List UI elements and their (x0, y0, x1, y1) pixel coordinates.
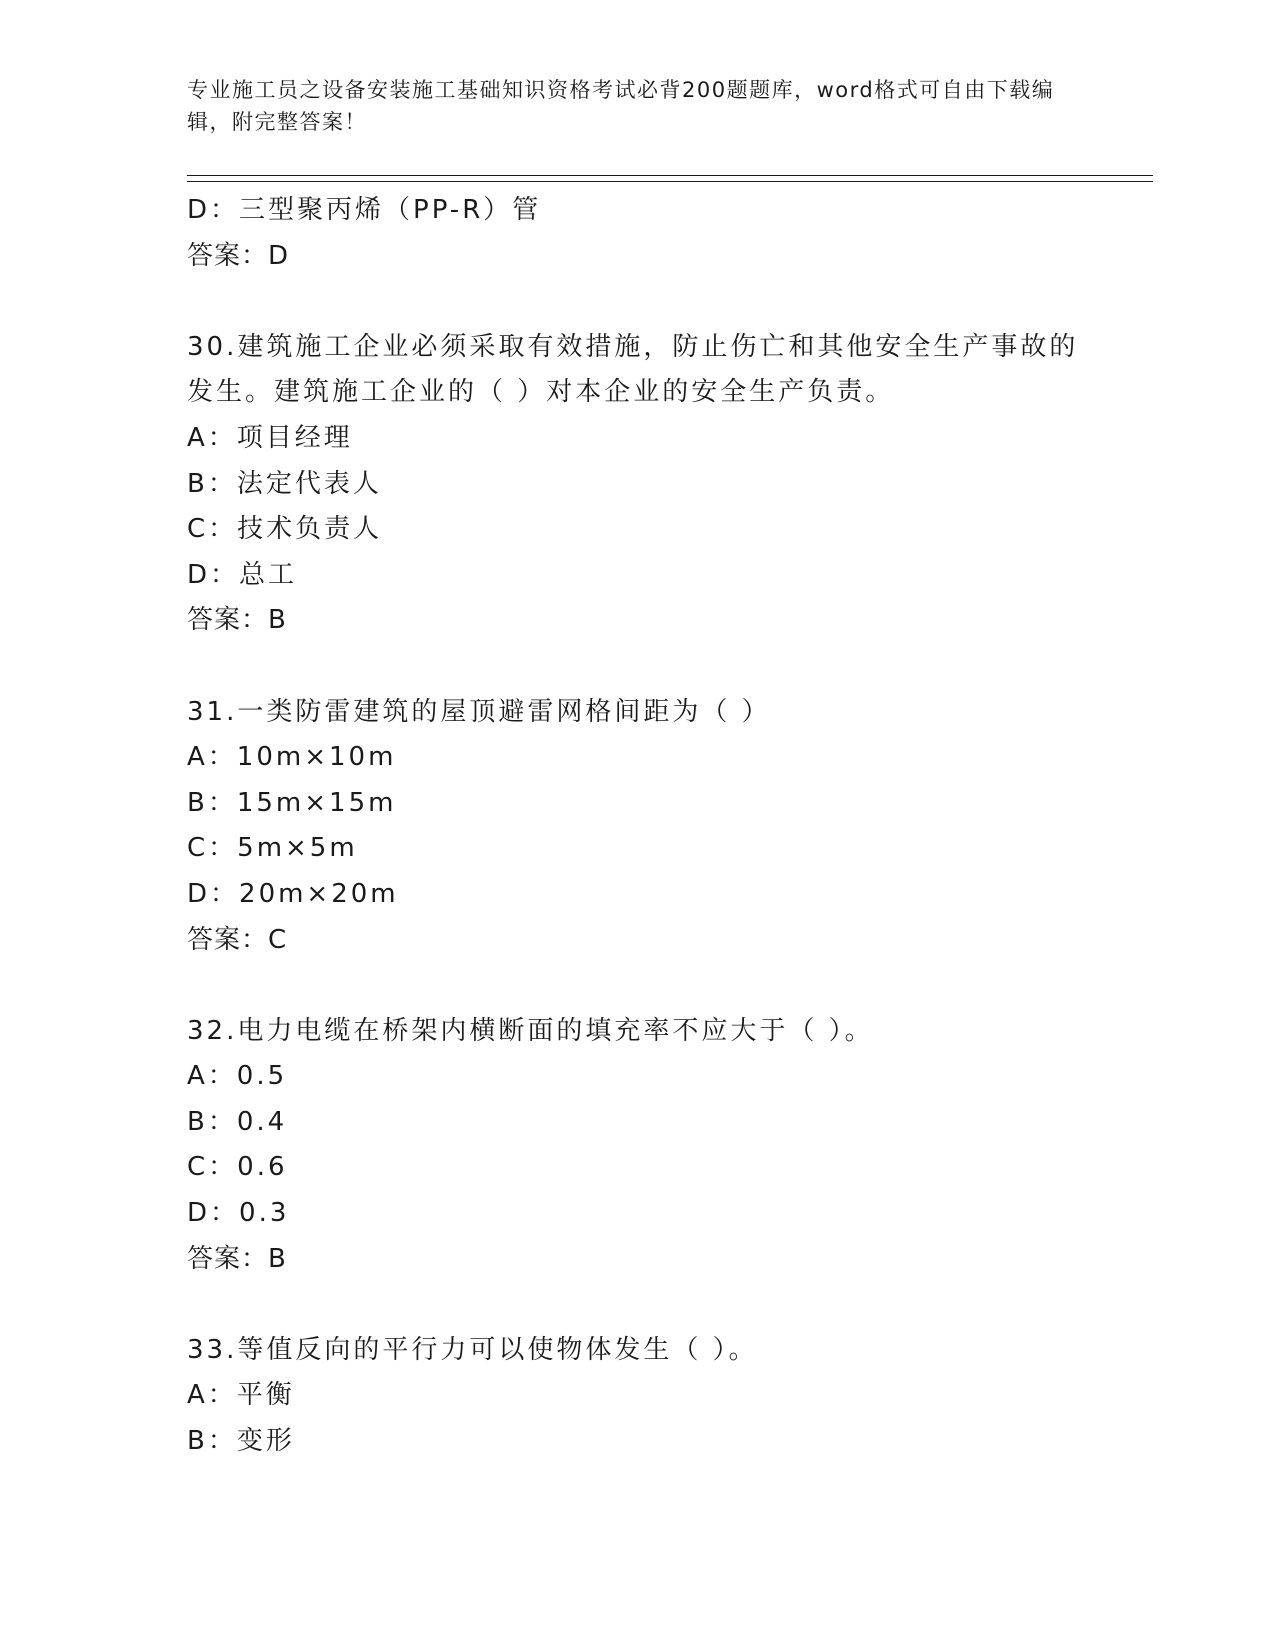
question-stem-continued: 发生。建筑施工企业的（ ）对本企业的安全生产负责。 (187, 377, 895, 408)
answer-line: 答案：B (187, 1243, 287, 1274)
question-stem: 32.电力电缆在桥架内横断面的填充率不应大于（ ）。 (187, 1015, 874, 1046)
answer-line: 答案：D (187, 240, 290, 271)
option-c: C：技术负责人 (187, 514, 383, 545)
spacer (187, 1282, 1087, 1328)
spacer (187, 644, 1087, 690)
header-rule-top (187, 175, 1153, 176)
answer-line: 答案：C (187, 924, 288, 955)
question-32 (187, 1009, 1087, 1283)
option-c: C：0.6 (187, 1152, 288, 1183)
option-d: D：0.3 (187, 1198, 290, 1229)
question-stem: 33.等值反向的平行力可以使物体发生（ ）。 (187, 1334, 758, 1365)
header-rule-bottom (187, 181, 1153, 182)
option-a: A：0.5 (187, 1061, 288, 1092)
option-d: D：总工 (187, 559, 298, 590)
answer-line: 答案：B (187, 605, 287, 636)
question-stem: 30.建筑施工企业必须采取有效措施，防止伤亡和其他安全生产事故的 (187, 331, 1079, 362)
option-a: A：10m×10m (187, 742, 397, 773)
question-30 (187, 325, 1087, 644)
option-b: B：0.4 (187, 1106, 288, 1137)
option-d: D：三型聚丙烯（PP-R）管 (187, 195, 542, 225)
question-31 (187, 690, 1087, 964)
option-b: B：15m×15m (187, 787, 397, 818)
question-stem: 31.一类防雷建筑的屋顶避雷网格间距为（ ） (187, 696, 771, 727)
option-b: B：变形 (187, 1426, 295, 1457)
spacer (187, 279, 1087, 325)
document-header: 专业施工员之设备安装施工基础知识资格考试必背200题题库，word格式可自由下载编辑，附完整答案！ (187, 78, 1055, 134)
option-a: A：项目经理 (187, 422, 353, 453)
option-c: C：5m×5m (187, 833, 358, 864)
option-a: A：平衡 (187, 1380, 295, 1411)
spacer (187, 963, 1087, 1009)
option-d: D：20m×20m (187, 878, 399, 909)
option-b: B：法定代表人 (187, 468, 382, 499)
document-content (187, 188, 1087, 1465)
question-33 (187, 1328, 1087, 1465)
